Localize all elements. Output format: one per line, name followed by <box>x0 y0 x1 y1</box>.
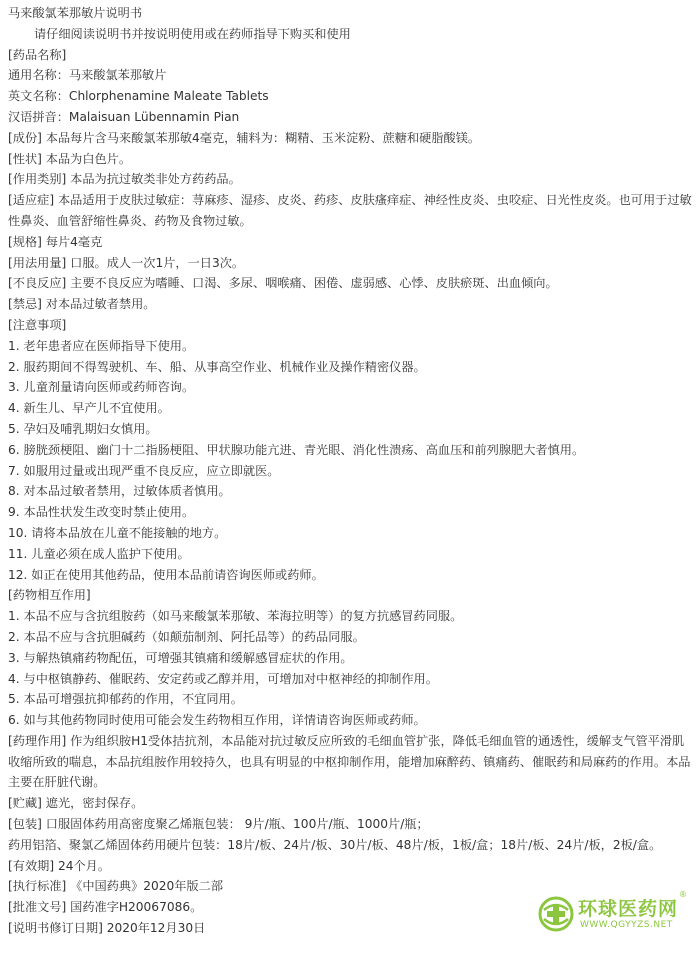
usage-notice: 请仔细阅读说明书并按说明使用或在药师指导下购买和使用 <box>34 26 351 41</box>
pharmacology: [药理作用] 作为组织胺H1受体拮抗剂，本品能对抗过敏反应所致的毛细血管扩张，降低毛细血管的通透性，缓解支气管平滑肌收缩所致的喘息，本品抗组胺作用较持久，也具有明显的中枢抑制作用，能增加麻醉药、镇痛药、催眠药和局麻药的作用。本品主要在肝脏代谢。 <box>8 733 691 790</box>
packaging-bottle: [包装] 口服固体药用高密度聚乙烯瓶包装： 9片/瓶、100片/瓶、1000片/瓶； <box>8 817 429 832</box>
section-heading-precautions: [注意事项] <box>8 317 67 332</box>
standard: [执行标准] 《中国药典》2020年版二部 <box>8 879 224 894</box>
document-title: 马来酸氯苯那敏片说明书 <box>8 6 143 20</box>
approval-number: [批准文号] 国药准字H20067086。 <box>8 900 203 915</box>
watermark-name: 环球医药网 <box>578 898 679 920</box>
specification: [规格] 每片4毫克 <box>8 234 103 249</box>
shelf-life: [有效期] 24个月。 <box>8 858 111 873</box>
pinyin-name: 汉语拼音：Malaisuan Lübennamin Pian <box>8 109 240 124</box>
precaution-item: 8. 对本品过敏者禁用，过敏体质者慎用。 <box>8 484 231 499</box>
packaging-blister: 药用铝箔、聚氯乙烯固体药用硬片包装：18片/板、24片/板、30片/板、48片/板，1板/盒；18片/板、24片/板，2板/盒。 <box>8 837 662 852</box>
interaction-item: 4. 与中枢镇静药、催眠药、安定药或乙醇并用，可增加对中枢神经的抑制作用。 <box>8 671 438 686</box>
english-name: 英文名称：Chlorphenamine Maleate Tablets <box>8 89 269 104</box>
generic-name: 通用名称：马来酸氯苯那敏片 <box>8 68 167 83</box>
precaution-item: 10. 请将本品放在儿童不能接触的地方。 <box>8 525 227 540</box>
precaution-item: 3. 儿童剂量请向医师或药师咨询。 <box>8 380 195 395</box>
precaution-item: 5. 孕妇及哺乳期妇女慎用。 <box>8 421 158 436</box>
precaution-item: 6. 膀胱颈梗阻、幽门十二指肠梗阻、甲状腺功能亢进、青光眼、消化性溃疡、高血压和前列腺肥大者慎用。 <box>8 442 585 457</box>
adverse-reactions: [不良反应] 主要不良反应为嗜睡、口渴、多尿、咽喉痛、困倦、虚弱感、心悸、皮肤瘀斑、出血倾向。 <box>8 276 558 291</box>
precaution-item: 12. 如正在使用其他药品，使用本品前请咨询医师或药师。 <box>8 567 324 582</box>
interaction-item: 2. 本品不应与含抗胆碱药（如颠茄制剂、阿托品等）的药品同服。 <box>8 629 365 644</box>
dosage: [用法用量] 口服。成人一次1片，一日3次。 <box>8 255 245 270</box>
interaction-item: 3. 与解热镇痛药物配伍，可增强其镇痛和缓解感冒症状的作用。 <box>8 650 353 665</box>
ingredients: [成份] 本品每片含马来酸氯苯那敏4毫克，辅料为：糊精、玉米淀粉、蔗糖和硬脂酸镁。 <box>8 130 481 145</box>
precaution-item: 1. 老年患者应在医师指导下使用。 <box>8 338 195 353</box>
precaution-item: 9. 本品性状发生改变时禁止使用。 <box>8 505 195 520</box>
precaution-item: 4. 新生儿、早产儿不宜使用。 <box>8 401 170 416</box>
precaution-item: 2. 服药期间不得驾驶机、车、船、从事高空作业、机械作业及操作精密仪器。 <box>8 359 426 374</box>
appearance: [性状] 本品为白色片。 <box>8 151 132 166</box>
section-heading-drug-name: [药品名称] <box>8 47 67 62</box>
globe-logo-icon <box>538 896 574 932</box>
interaction-item: 5. 本品可增强抗抑郁药的作用，不宜同用。 <box>8 692 243 707</box>
indications: [适应症] 本品适用于皮肤过敏症：荨麻疹、湿疹、皮炎、药疹、皮肤瘙痒症、神经性皮炎、虫咬症、日光性皮炎。也可用于过敏性鼻炎、血管舒缩性鼻炎、药物及食物过敏。 <box>8 193 692 228</box>
storage: [贮藏] 遮光，密封保存。 <box>8 796 144 811</box>
section-heading-interactions: [药物相互作用] <box>8 588 91 603</box>
category: [作用类别] 本品为抗过敏类非处方药药品。 <box>8 172 241 187</box>
site-watermark <box>538 890 688 936</box>
interaction-item: 6. 如与其他药物同时使用可能会发生药物相互作用，详情请咨询医师或药师。 <box>8 713 426 728</box>
precaution-item: 7. 如服用过量或出现严重不良反应，应立即就医。 <box>8 463 280 478</box>
interaction-item: 1. 本品不应与含抗组胺药（如马来酸氯苯那敏、苯海拉明等）的复方抗感冒药同服。 <box>8 609 463 624</box>
revision-date: [说明书修订日期] 2020年12月30日 <box>8 921 206 936</box>
precaution-item: 11. 儿童必须在成人监护下使用。 <box>8 546 190 561</box>
watermark-url: WWW.QGYYZS.NET <box>580 920 673 930</box>
registered-mark: ® <box>679 890 687 899</box>
contraindications: [禁忌] 对本品过敏者禁用。 <box>8 297 156 312</box>
